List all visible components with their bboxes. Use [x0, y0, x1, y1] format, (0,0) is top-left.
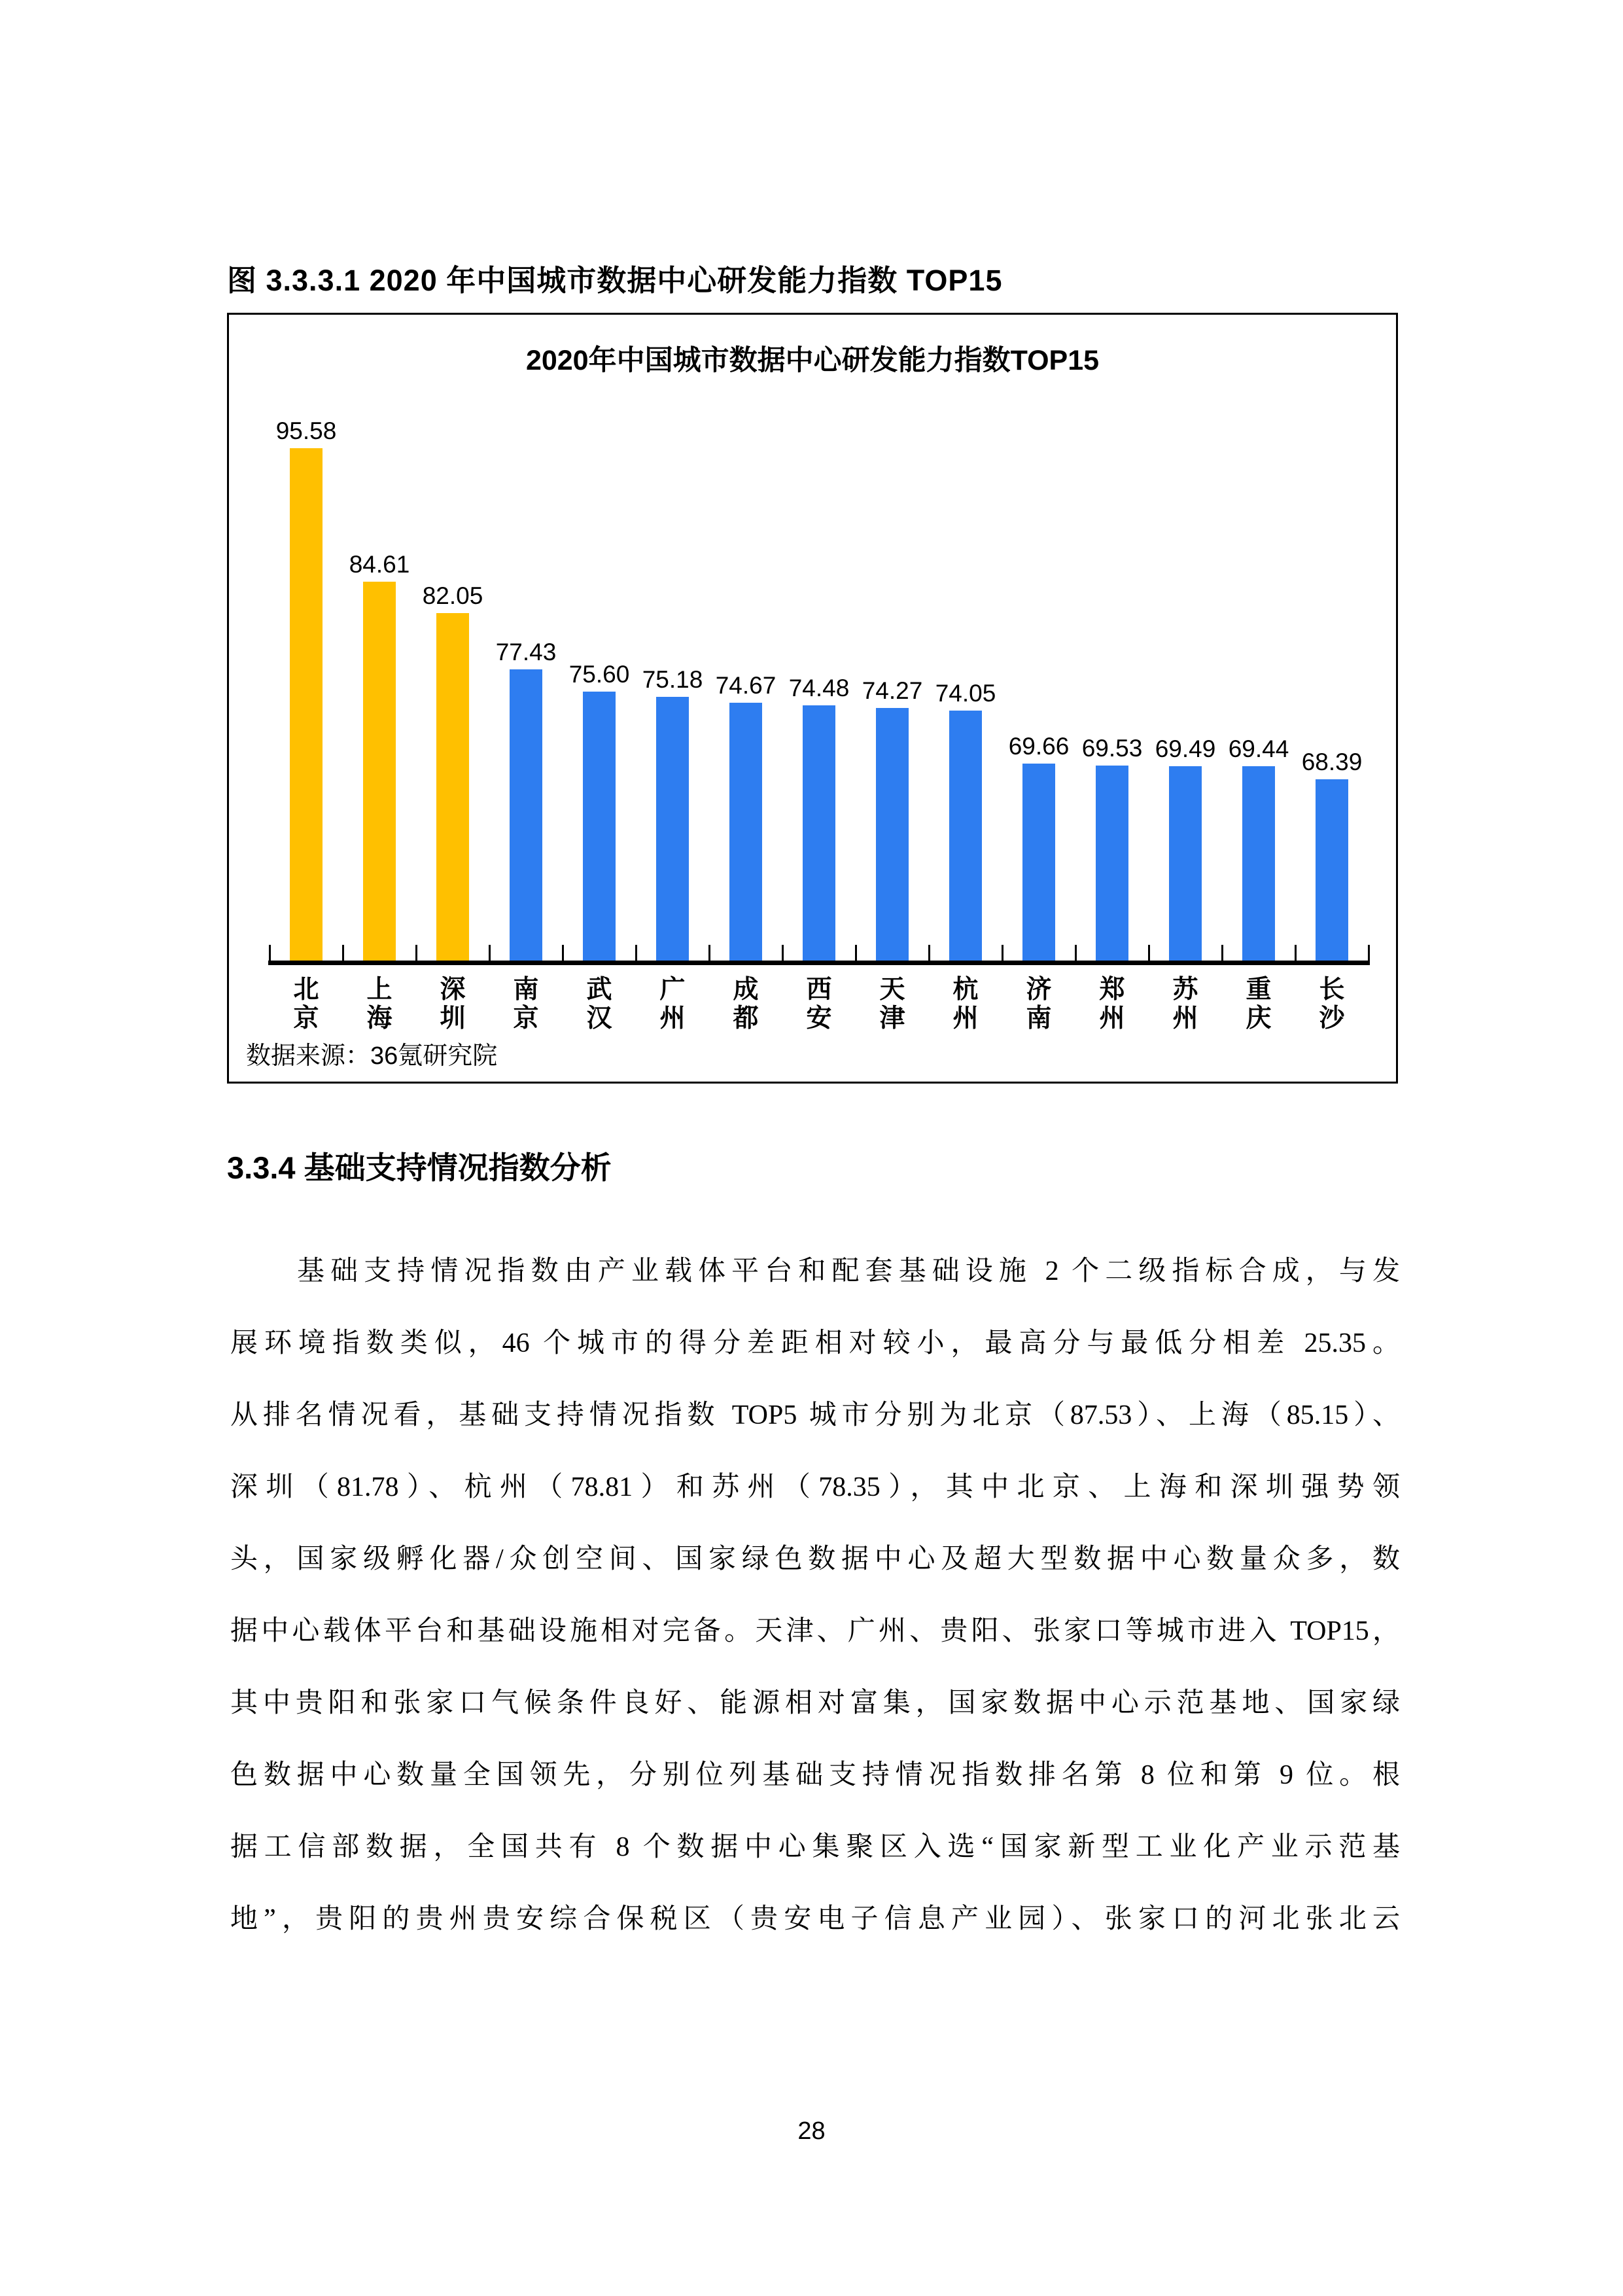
- bar: [510, 669, 542, 961]
- paragraph-line: 据工信部数据，全国共有 8 个数据中心集聚区入选“国家新型工业化产业示范基: [230, 1832, 1400, 1862]
- bar-value-label: 74.48: [788, 674, 850, 701]
- x-axis-label: 上 海: [366, 976, 393, 1033]
- x-axis-tick: [1221, 945, 1223, 961]
- paragraph-line: 头，国家级孵化器/众创空间、国家绿色数据中心及超大型数据中心数量众多，数: [230, 1544, 1400, 1574]
- chart-container: [227, 313, 1398, 1084]
- paragraph-line: 色数据中心数量全国领先，分别位列基础支持情况指数排名第 8 位和第 9 位。根: [230, 1760, 1400, 1790]
- paragraph-line: 展环境指数类似，46 个城市的得分差距相对较小，最高分与最低分相差 25.35。: [230, 1328, 1400, 1358]
- page-number: 28: [797, 2117, 826, 2145]
- x-axis-tick: [928, 945, 930, 961]
- bar-value-label: 69.44: [1228, 735, 1289, 763]
- x-axis-tick: [855, 945, 857, 961]
- bar: [1316, 779, 1348, 961]
- paragraph-line: 基础支持情况指数由产业载体平台和配套基础设施 2 个二级指标合成，与发: [297, 1256, 1400, 1286]
- bar-chart-plot: [270, 395, 1369, 961]
- x-axis-tick: [342, 945, 344, 961]
- bar-slot: [416, 395, 489, 961]
- bar: [656, 697, 689, 961]
- bar-slot: [636, 395, 709, 961]
- bar-value-label: 69.66: [1008, 733, 1070, 760]
- body-paragraph: [230, 1235, 1400, 1955]
- bar-slot: [1075, 395, 1149, 961]
- bar-value-label: 74.27: [862, 677, 923, 704]
- x-axis-label: 天 津: [879, 976, 905, 1033]
- x-axis-label: 苏 州: [1172, 976, 1198, 1033]
- bar-value-label: 95.58: [275, 417, 337, 445]
- bar: [436, 613, 469, 961]
- bar-slot: [1222, 395, 1295, 961]
- x-axis-label: 广 州: [659, 976, 686, 1033]
- x-axis-label: 重 庆: [1246, 976, 1272, 1033]
- bar: [1022, 764, 1055, 961]
- x-axis-tick: [489, 945, 491, 961]
- paragraph-line: 深圳（81.78）、杭州（78.81）和苏州（78.35），其中北京、上海和深圳强势领: [230, 1472, 1400, 1502]
- bar: [1096, 766, 1128, 961]
- bar: [583, 692, 616, 961]
- bar-slot: [709, 395, 782, 961]
- x-axis-label: 济 南: [1026, 976, 1052, 1033]
- figure-caption: 图 3.3.3.1 2020 年中国城市数据中心研发能力指数 TOP15: [227, 264, 1003, 297]
- bar: [363, 582, 396, 961]
- bar: [949, 711, 982, 961]
- chart-source: 数据来源：36氪研究院: [246, 1042, 498, 1070]
- bar: [729, 703, 762, 961]
- x-axis-tick: [415, 945, 417, 961]
- bar-slot: [489, 395, 563, 961]
- x-axis-label: 武 汉: [586, 976, 612, 1033]
- bar-slot: [1149, 395, 1222, 961]
- bar-slot: [1002, 395, 1075, 961]
- bar: [876, 708, 909, 961]
- bar-slot: [782, 395, 856, 961]
- bar-value-label: 74.05: [935, 679, 996, 707]
- bar: [290, 448, 323, 961]
- bar-slot: [929, 395, 1002, 961]
- x-axis-label: 北 京: [293, 976, 319, 1033]
- x-axis-tick: [782, 945, 784, 961]
- section-heading: 3.3.4 基础支持情况指数分析: [227, 1150, 612, 1185]
- bar-slot: [270, 395, 343, 961]
- bar-slot: [343, 395, 416, 961]
- bar-value-label: 75.60: [568, 660, 630, 688]
- bar: [803, 705, 835, 961]
- paragraph-line: 从排名情况看，基础支持情况指数 TOP5 城市分别为北京（87.53）、上海（85.15）、: [230, 1400, 1400, 1430]
- bar-value-label: 77.43: [495, 638, 557, 665]
- bar-slot: [856, 395, 929, 961]
- bars: [270, 395, 1369, 961]
- bar-value-label: 69.49: [1155, 735, 1216, 762]
- x-axis-tick: [1368, 945, 1370, 961]
- bar-value-label: 75.18: [642, 665, 703, 693]
- x-axis-label: 成 都: [733, 976, 759, 1033]
- paragraph-line: 其中贵阳和张家口气候条件良好、能源相对富集，国家数据中心示范基地、国家绿: [230, 1688, 1400, 1718]
- paragraph-line: 据中心载体平台和基础设施相对完备。天津、广州、贵阳、张家口等城市进入 TOP15，: [230, 1616, 1400, 1646]
- x-axis-tick: [635, 945, 637, 961]
- bar-value-label: 69.53: [1081, 734, 1143, 762]
- bar: [1169, 766, 1202, 961]
- bar-value-label: 84.61: [349, 551, 410, 578]
- x-axis-tick: [1295, 945, 1297, 961]
- x-axis-tick: [269, 945, 271, 961]
- bar-slot: [563, 395, 636, 961]
- x-axis-label: 深 圳: [440, 976, 466, 1033]
- x-axis-label: 南 京: [513, 976, 539, 1033]
- x-axis-tick: [708, 945, 710, 961]
- bar-value-label: 68.39: [1301, 749, 1363, 776]
- x-axis-labels: [270, 976, 1369, 1033]
- x-axis-label: 西 安: [806, 976, 832, 1033]
- x-axis-tick: [1002, 945, 1003, 961]
- x-axis-tick: [1148, 945, 1150, 961]
- x-axis-ticks: [270, 945, 1369, 961]
- bar-value-label: 74.67: [715, 672, 777, 699]
- chart-title: 2020年中国城市数据中心研发能力指数TOP15: [525, 345, 1100, 376]
- x-axis-tick: [562, 945, 564, 961]
- x-axis-tick: [1075, 945, 1077, 961]
- paragraph-line: 地”，贵阳的贵州贵安综合保税区（贵安电子信息产业园）、张家口的河北张北云: [230, 1904, 1400, 1934]
- x-axis-label: 杭 州: [952, 976, 979, 1033]
- bar-slot: [1295, 395, 1369, 961]
- x-axis-line: [268, 961, 1370, 965]
- bar: [1242, 766, 1275, 961]
- x-axis-label: 长 沙: [1319, 976, 1345, 1033]
- bar-value-label: 82.05: [422, 582, 483, 609]
- x-axis-label: 郑 州: [1099, 976, 1125, 1033]
